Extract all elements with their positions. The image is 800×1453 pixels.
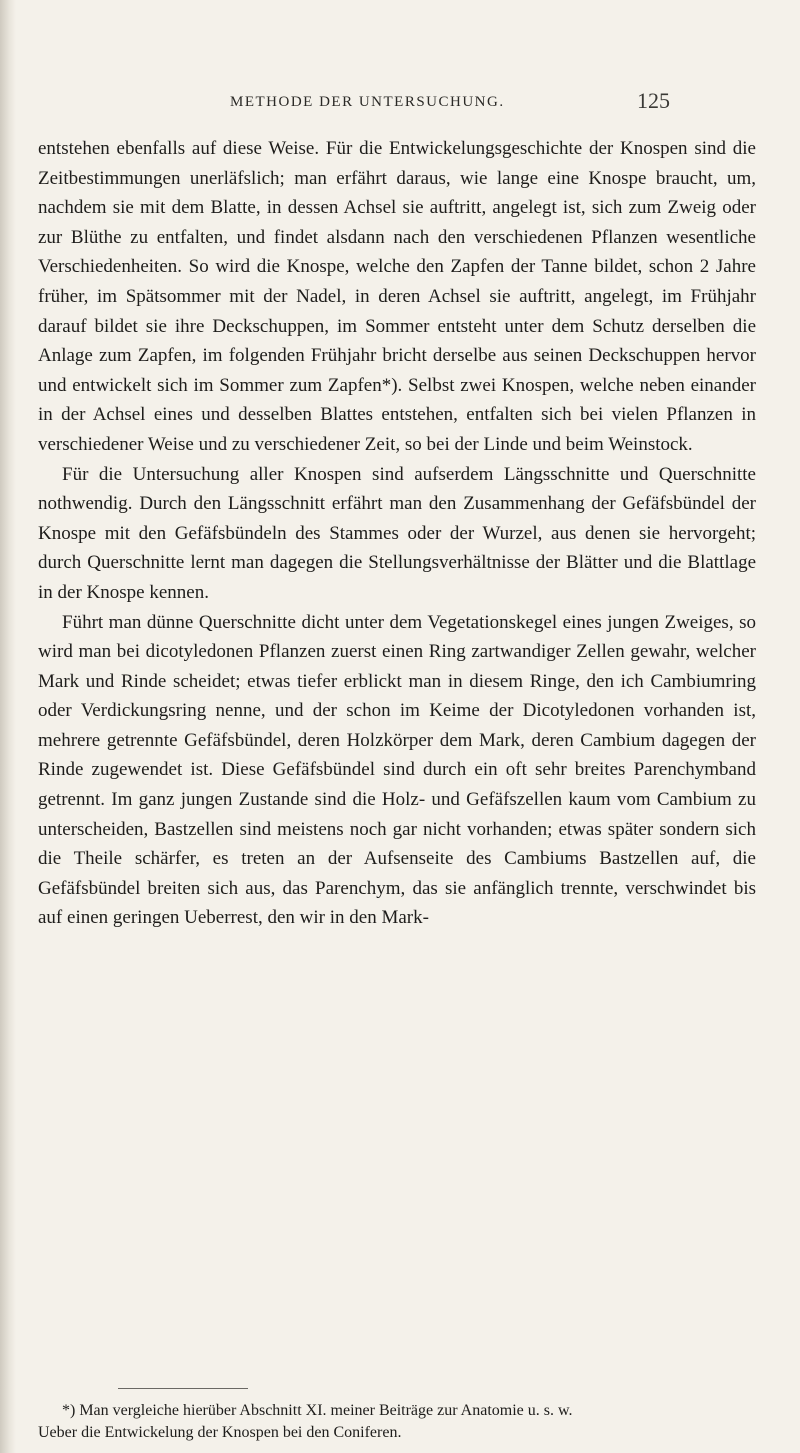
paragraph-cross-sections: Für die Untersuchung aller Knospen sind aufserdem Längsschnitte und Querschnitte nothwendig. Durch den Längsschnitt erfährt man den Zusammenhang der Gefäfsbündel der Knospe mit den Gefäfsbündeln des Stammes oder der Wurzel, aus denen sie hervorgeht; durch Querschnitte lernt man dagegen die Stellungsverhältnisse der Blätter und die Blattlage in der Knospe kennen. [38, 463, 756, 603]
running-title: METHODE DER UNTERSUCHUNG. [230, 94, 505, 110]
page-binding-edge [0, 0, 16, 1453]
footnote [38, 1400, 758, 1444]
paragraph-cambium-ring: Führt man dünne Querschnitte dicht unter dem Vegetationskegel eines jungen Zweiges, so wird man bei dicotyledonen Pflanzen zuerst einen Ring zartwandiger Zellen gewahr, welcher Mark und Rinde scheidet; etwas tiefer erblickt man in diesem Ringe, den ich Cambiumring oder Verdickungsring nenne, und der schon im Keime der Dicotyledonen vorhanden ist, mehrere getrennte Gefäfsbündel, deren Holzkörper dem Mark, deren Cambium dagegen der Rinde zugewendet ist. Diese Gefäfsbündel sind durch ein oft sehr breites Parenchymband getrennt. Im ganz jungen Zustande sind die Holz- und Gefäfszellen kaum vom Cambium zu unterscheiden, Bastzellen sind meistens noch gar nicht vorhanden; etwas später sondern sich die Theile schärfer, es treten an der Aufsenseite des Cambiums Bastzellen auf, die Gefäfsbündel breiten sich aus, das Parenchym, das sie anfänglich trennte, verschwindet bis auf einen geringen Ueberrest, den wir in den Mark- [38, 611, 756, 929]
page-header [230, 88, 670, 122]
paragraph-continuation: entstehen ebenfalls auf diese Weise. Für die Entwickelungsgeschichte der Knospen sind die Zeitbestimmungen unerläfslich; man erfährt daraus, wie lange eine Knospe braucht, um, nachdem sie mit dem Blatte, in dessen Achsel sie auftritt, angelegt ist, sich zum Zweig oder zur Blüthe zu entfalten, und findet alsdann nach den verschiedenen Pflanzen wesentliche Verschiedenheiten. So wird die Knospe, welche den Zapfen der Tanne bildet, schon 2 Jahre früher, im Spätsommer mit der Nadel, in deren Achsel sie auftritt, angelegt, im Frühjahr darauf bildet sie ihre Deckschuppen, im Sommer entsteht unter dem Schutz derselben die Anlage zum Zapfen, im folgenden Frühjahr bricht derselbe aus seinen Deckschuppen hervor und entwickelt sich im Sommer zum Zapfen*). Selbst zwei Knospen, welche neben einander in der Achsel eines und desselben Blattes entstehen, entfalten sich bei vielen Pflanzen in verschiedener Weise und zu verschiedener Zeit, so bei der Linde und beim Weinstock. [38, 138, 756, 455]
page-number: 125 [637, 88, 670, 113]
footnote-divider [118, 1388, 248, 1389]
footnote-line-2: Ueber die Entwickelung der Knospen bei den Coniferen. [38, 1424, 402, 1441]
footnote-line-1: *) Man vergleiche hierüber Abschnitt XI. meiner Beiträge zur Anatomie u. s. w. [62, 1402, 573, 1419]
body-text [38, 134, 756, 933]
